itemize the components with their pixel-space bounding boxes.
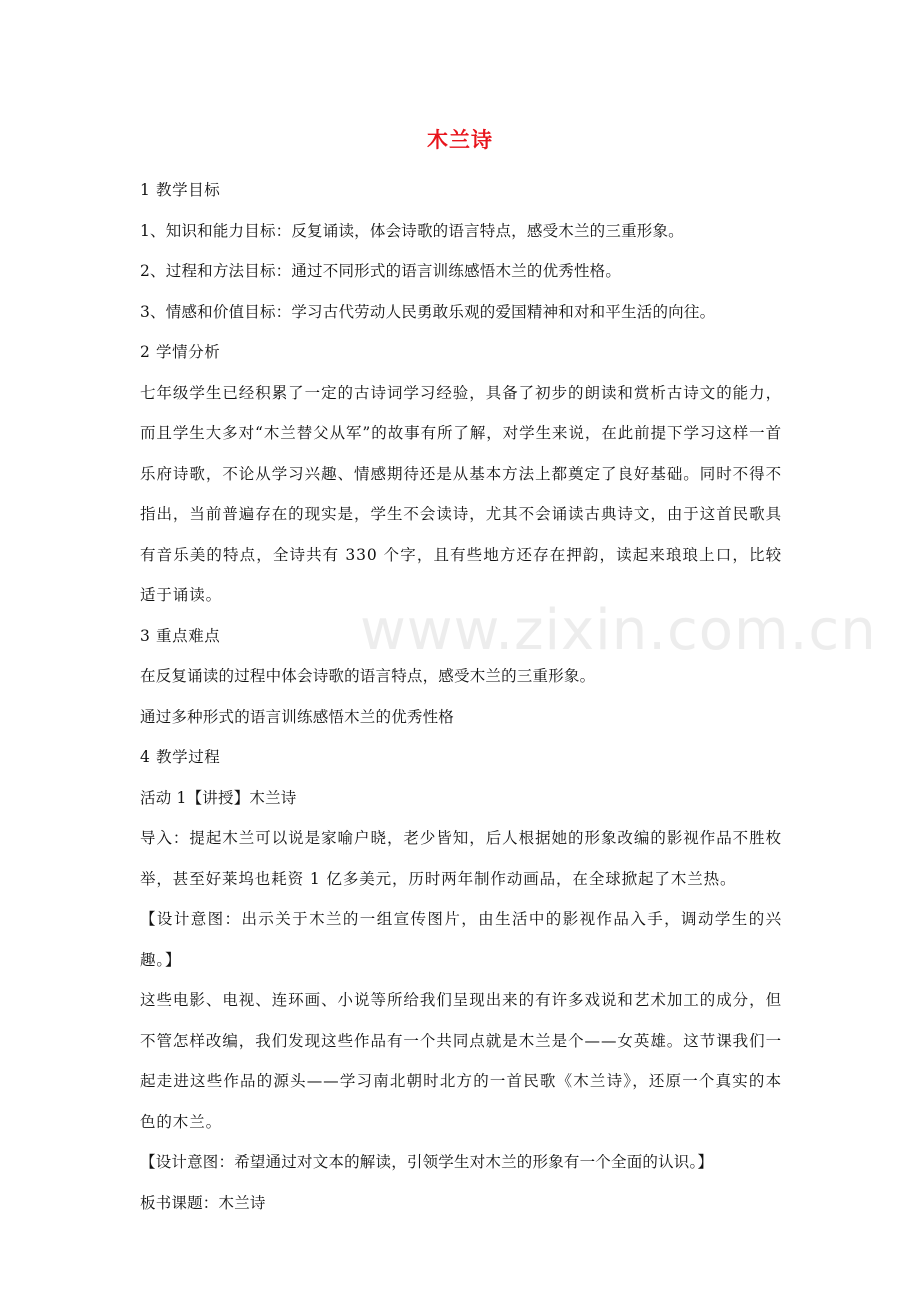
objective-process: 2、过程和方法目标：通过不同形式的语言训练感悟木兰的优秀性格。 [140, 262, 622, 280]
section-heading-keypoints: 3 重点难点 [140, 626, 221, 645]
design-intent-1: 【设计意图：出示关于木兰的一组宣传图片，由生活中的影视作品入手，调动学生的兴趣。】 [140, 910, 782, 969]
keypoint-1: 在反复诵读的过程中体会诗歌的语言特点，感受木兰的三重形象。 [140, 667, 596, 685]
document-body [140, 170, 782, 1223]
objective-emotion: 3、情感和价值目标：学习古代劳动人民勇敢乐观的爱国精神和对和平生活的向往。 [140, 302, 716, 321]
objective-knowledge: 1、知识和能力目标：反复诵读，体会诗歌的语言特点，感受木兰的三重形象。 [140, 221, 684, 240]
analysis-paragraph: 七年级学生已经积累了一定的古诗词学习经验，具备了初步的朗读和赏析古诗文的能力，而且学生大多对“木兰替父从军”的故事有所了解，对学生来说，在此前提下学习这样一首乐府诗歌，不论从学习兴趣、情感期待还是从基本方法上都奠定了良好基础。同时不得不指出，当前普遍存在的现实是，学生不会读诗，尤其不会诵读古典诗文，由于这首民歌具有音乐美的特点，全诗共有 330 个字，且有些地方还存在押韵，读起来琅琅上口，比较适于诵读。 [140, 383, 782, 604]
design-intent-2: 【设计意图：希望通过对文本的解读，引领学生对木兰的形象有一个全面的认识。】 [140, 1153, 714, 1171]
adaptation-paragraph: 这些电影、电视、连环画、小说等所给我们呈现出来的有许多戏说和艺术加工的成分，但不管怎样改编，我们发现这些作品有一个共同点就是木兰是个——女英雄。这节课我们一起走进这些作品的源头——学习南北朝时北方的一首民歌《木兰诗》，还原一个真实的本色的木兰。 [140, 991, 782, 1131]
document-title: 木兰诗 [427, 128, 493, 152]
activity-heading: 活动 1【讲授】木兰诗 [140, 788, 297, 807]
keypoint-2: 通过多种形式的语言训练感悟木兰的优秀性格 [140, 707, 455, 726]
introduction-paragraph: 导入：提起木兰可以说是家喻户晓，老少皆知，后人根据她的形象改编的影视作品不胜枚举，甚至好莱坞也耗资 1 亿多美元，历时两年制作动画品，在全球掀起了木兰热。 [140, 829, 782, 888]
board-title: 板书课题：木兰诗 [140, 1193, 266, 1212]
section-heading-objectives: 1 教学目标 [140, 181, 221, 199]
section-heading-analysis: 2 学情分析 [140, 343, 221, 361]
watermark: www.zixin.com.cn [360, 598, 877, 663]
section-heading-process: 4 教学过程 [140, 748, 221, 766]
